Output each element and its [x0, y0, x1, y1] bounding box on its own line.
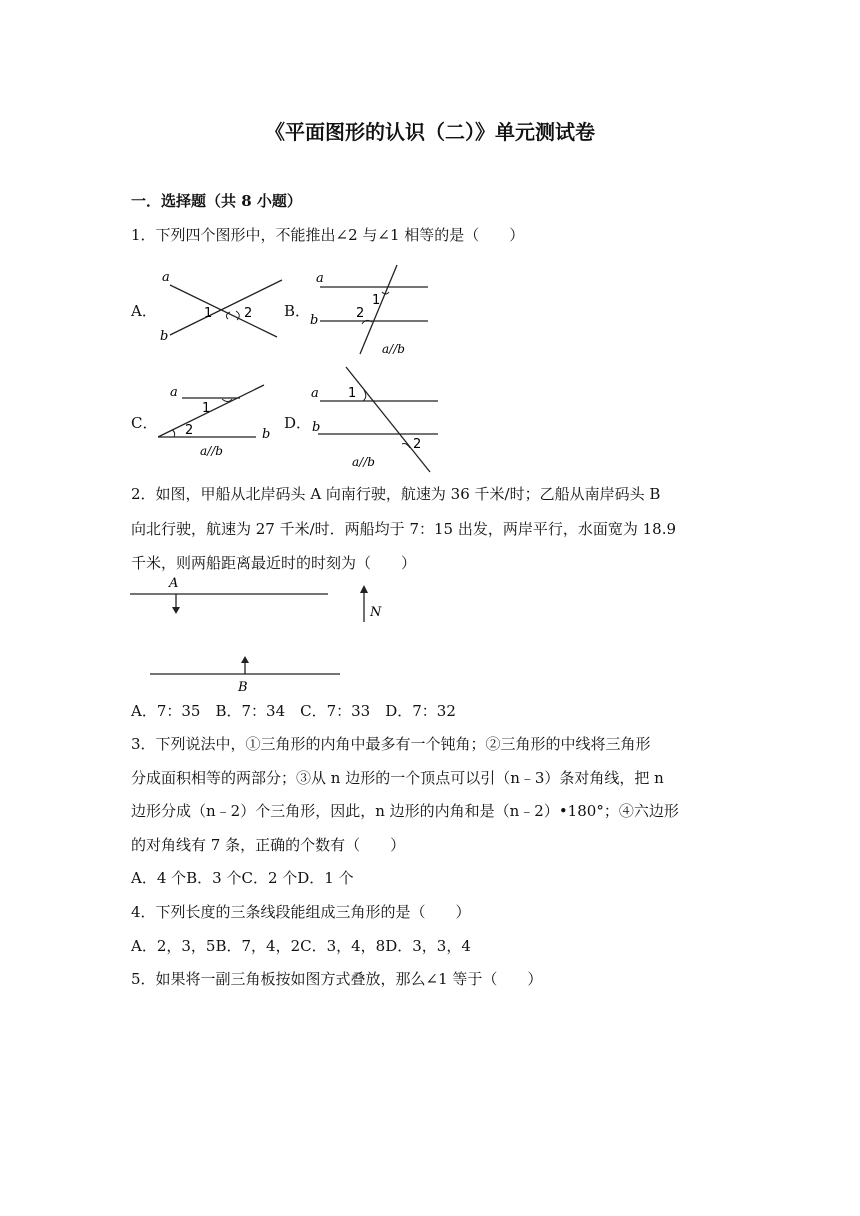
- page-title: 《平面图形的认识（二）》单元测试卷: [265, 120, 595, 144]
- q1d-label-b: b: [312, 420, 321, 435]
- q1d-angle-1: 1: [348, 386, 357, 401]
- q1-option-d-label: D．: [284, 414, 312, 432]
- q1a-label-a: a: [162, 270, 170, 285]
- q2-label-b: B: [238, 680, 248, 694]
- question-3-line-3: 边形分成（n﹣2）个三角形，因此，n 边形的内角和是（n﹣2）•180°；④六边形: [131, 802, 679, 820]
- q1-figure-d: [306, 364, 446, 474]
- q1b-angle-1: 1: [372, 293, 381, 308]
- section-heading: 一．选择题（共 8 小题）: [131, 192, 302, 210]
- question-2-options: A．7：35 B．7：34 C．7：33 D．7：32: [131, 702, 456, 720]
- q1-option-a-label: A．: [131, 302, 157, 320]
- q1-option-b-label: B．: [284, 302, 311, 320]
- question-3-line-1: 3．下列说法中，①三角形的内角中最多有一个钝角；②三角形的中线将三角形: [131, 735, 651, 753]
- q2-label-a: A: [169, 576, 179, 591]
- question-4-stem: 4．下列长度的三条线段能组成三角形的是（ ）: [131, 903, 471, 921]
- q1c-angle-1: 1: [202, 401, 211, 416]
- q1-figure-a: [152, 265, 287, 345]
- q1-option-c-label: C．: [131, 414, 158, 432]
- q1c-label-a: a: [170, 385, 178, 400]
- q1d-parallel: a//b: [352, 455, 375, 469]
- q1d-label-a: a: [311, 386, 319, 401]
- question-2-line-2: 向北行驶，航速为 27 千米/时．两船均于 7：15 出发，两岸平行，水面宽为 18.9: [131, 520, 677, 538]
- q1b-label-b: b: [310, 313, 319, 328]
- q1b-label-a: a: [316, 271, 324, 286]
- q1b-parallel: a//b: [382, 342, 405, 356]
- q1c-parallel: a//b: [200, 444, 223, 458]
- question-5-stem: 5．如果将一副三角板按如图方式叠放，那么∠1 等于（ ）: [131, 970, 543, 988]
- q1-figure-b: [306, 262, 436, 357]
- q1d-angle-2: 2: [413, 437, 422, 452]
- question-1-stem: 1．下列四个图形中，不能推出∠2 与∠1 相等的是（ ）: [131, 226, 525, 244]
- q1a-angle-1: 1: [204, 306, 213, 321]
- question-3-line-4: 的对角线有 7 条，正确的个数有（ ）: [131, 836, 406, 854]
- q1b-angle-2: 2: [356, 306, 365, 321]
- q2-north-label: N: [370, 605, 382, 620]
- question-2-line-3: 千米，则两船距离最近时的时刻为（ ）: [131, 554, 417, 572]
- q1c-angle-2: 2: [185, 423, 194, 438]
- question-3-options: A．4 个B．3 个C．2 个D．1 个: [131, 869, 354, 887]
- question-4-options: A．2，3，5B．7，4，2C．3，4，8D．3，3，4: [131, 937, 471, 955]
- question-2-line-1: 2．如图，甲船从北岸码头 A 向南行驶，航速为 36 千米/时；乙船从南岸码头 B: [131, 485, 661, 503]
- q1c-label-b: b: [262, 427, 271, 442]
- q2-figure: [128, 574, 398, 694]
- q1a-angle-2: 2: [244, 306, 253, 321]
- q1a-label-b: b: [160, 329, 169, 344]
- question-3-line-2: 分成面积相等的两部分；③从 n 边形的一个顶点可以引（n﹣3）条对角线，把 n: [131, 769, 664, 787]
- q1-figure-c: [152, 378, 287, 458]
